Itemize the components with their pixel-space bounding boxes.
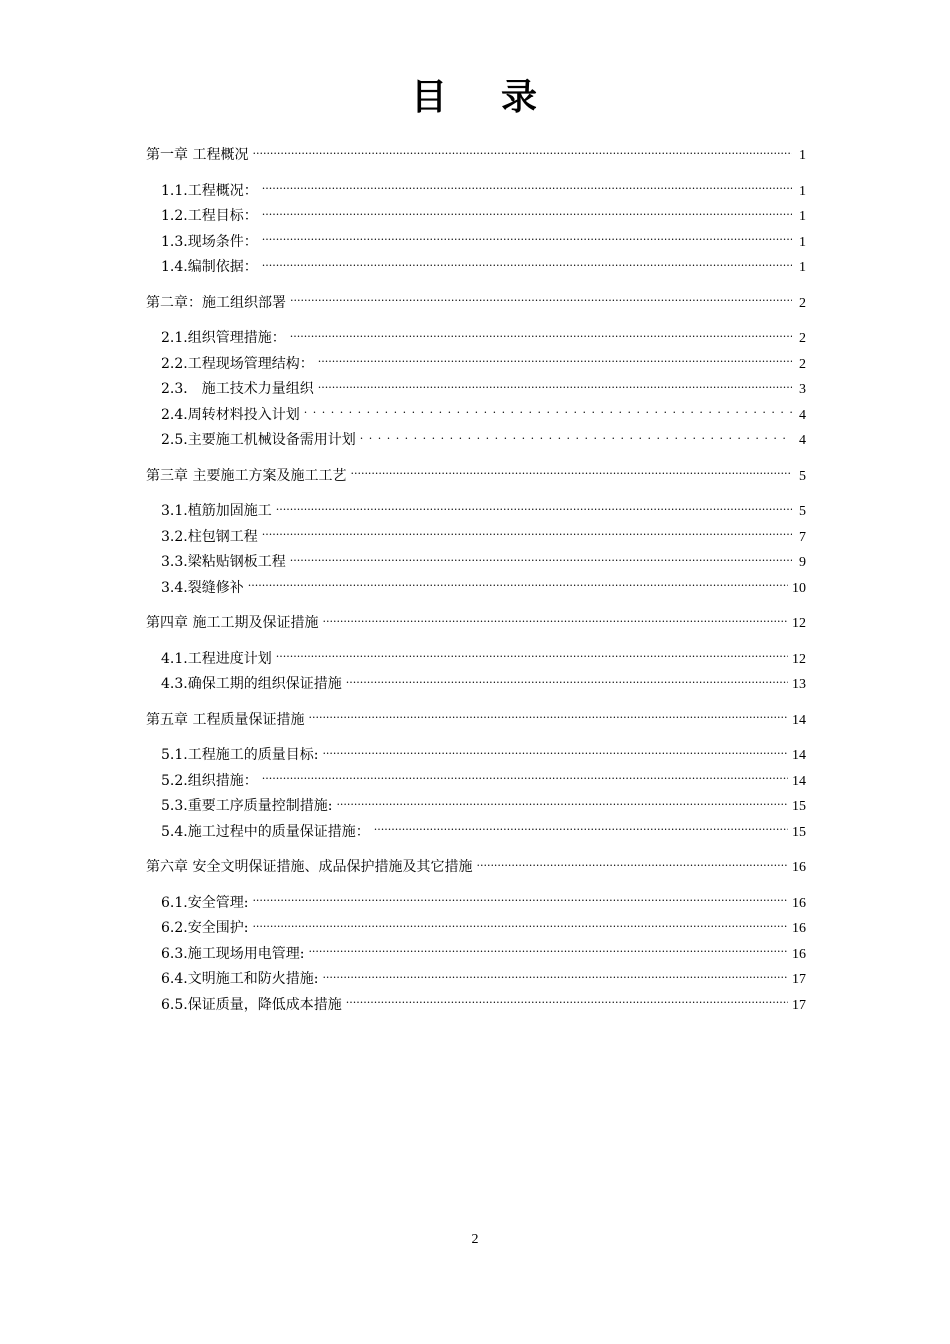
toc-dot-leader [252,893,788,907]
toc-section-entry[interactable] [146,794,806,820]
toc-entry-page-number: 2 [799,331,806,346]
toc-entry-page-number: 15 [792,824,806,840]
toc-section-entry[interactable] [146,820,806,846]
toc-entry-page-number: 5 [799,468,806,484]
toc-entry-page-number: 2 [799,356,806,372]
toc-section-entry[interactable] [146,403,806,429]
toc-entry-label: 第五章 工程质量保证措施 [146,711,305,728]
toc-dot-leader [262,771,788,785]
toc-entry-label: 6.5.保证质量，降低成本措施 [161,996,342,1013]
toc-entry-page-number: 14 [792,748,806,763]
toc-entry-page-number: 1 [799,148,806,163]
toc-dot-leader [308,944,788,958]
toc-entry-page-number: 2 [799,295,806,311]
toc-section-entry[interactable] [146,891,806,917]
toc-section-entry[interactable] [146,550,806,576]
toc-dot-leader [476,857,788,871]
toc-dot-leader [318,354,792,368]
toc-entry-page-number: 16 [792,860,806,875]
toc-entry-label: 2.2.工程现场管理结构： [161,355,314,372]
toc-entry-label: 5.1.工程施工的质量目标: [161,747,319,763]
toc-section-entry[interactable] [146,672,806,698]
toc-section-entry[interactable] [146,326,806,352]
toc-entry-page-number: 16 [792,895,806,911]
toc-dot-leader [336,796,788,810]
toc-section-entry[interactable] [146,576,806,602]
toc-entry-label: 第四章 施工工期及保证措施 [146,615,319,631]
toc-entry-page-number: 4 [799,407,806,423]
toc-entry-page-number: 10 [792,580,806,596]
toc-entry-label: 5.3.重要工序质量控制措施: [161,798,333,814]
toc-section-entry[interactable] [146,352,806,378]
toc-entry-label: 1.3.现场条件： [161,233,258,250]
toc-dot-leader [318,379,792,393]
toc-entry-page-number: 5 [799,504,806,519]
toc-entry-label: 4.1.工程进度计划 [161,650,272,667]
toc-chapter-entry[interactable] [146,291,806,317]
toc-dot-leader [360,430,792,444]
toc-entry-page-number: 4 [799,433,806,448]
toc-dot-leader [252,918,788,932]
toc-section-entry[interactable] [146,993,806,1019]
toc-dot-leader [322,613,788,627]
toc-entry-label: 1.2.工程目标： [161,208,258,224]
toc-chapter-entry[interactable] [146,611,806,637]
toc-entry-page-number: 14 [792,773,806,789]
toc-entry-page-number: 16 [792,921,806,936]
toc-entry-label: 第三章 主要施工方案及施工工艺 [146,467,347,484]
toc-entry-page-number: 1 [799,260,806,275]
toc-dot-leader [262,527,792,541]
toc-entry-label: 3.3.梁粘贴钢板工程 [161,554,286,570]
toc-dot-leader [262,181,792,195]
toc-entry-label: 5.2.组织措施： [161,772,258,789]
toc-entry-label: 2.3． 施工技术力量组织 [161,381,314,397]
toc-entry-page-number: 1 [799,183,806,199]
toc-entry-label: 2.5.主要施工机械设备需用计划 [161,432,356,448]
toc-entry-label: 3.1.植筋加固施工 [161,503,272,519]
toc-entry-label: 6.1.安全管理: [161,894,249,911]
toc-entry-label: 第一章 工程概况 [146,147,249,163]
toc-dot-leader [248,578,788,592]
toc-dot-leader [350,466,792,480]
toc-entry-page-number: 17 [792,972,806,987]
toc-entry-label: 1.1.工程概况： [161,182,258,199]
toc-chapter-entry[interactable] [146,855,806,881]
toc-section-entry[interactable] [146,428,806,454]
toc-section-entry[interactable] [146,916,806,942]
toc-entry-page-number: 12 [792,651,806,667]
toc-dot-leader [346,674,788,688]
toc-section-entry[interactable] [146,967,806,993]
toc-entry-page-number: 3 [799,382,806,397]
toc-entry-label: 2.4.周转材料投入计划 [161,406,300,423]
toc-dot-leader [346,995,788,1009]
table-of-contents [146,143,806,1018]
toc-section-entry[interactable] [146,942,806,968]
toc-entry-page-number: 15 [792,799,806,814]
toc-entry-label: 2.1.组织管理措施： [161,330,286,346]
toc-entry-label: 第六章 安全文明保证措施、成品保护措施及其它措施 [146,859,473,875]
toc-entry-label: 6.4.文明施工和防火措施: [161,971,319,987]
toc-section-entry[interactable] [146,499,806,525]
toc-dot-leader [262,232,792,246]
toc-dot-leader [308,710,788,724]
toc-dot-leader [322,745,788,759]
toc-dot-leader [276,501,792,515]
toc-dot-leader [290,328,792,342]
toc-section-entry[interactable] [146,230,806,256]
toc-entry-label: 4.3.确保工期的组织保证措施 [161,676,342,692]
toc-entry-label: 6.3.施工现场用电管理: [161,945,305,962]
page-title [0,74,950,122]
page-title-char-1: 目 [410,77,449,118]
toc-entry-label: 第二章：施工组织部署 [146,294,286,311]
toc-section-entry[interactable] [146,769,806,795]
toc-entry-page-number: 14 [792,712,806,728]
toc-entry-page-number: 9 [799,555,806,570]
toc-entry-page-number: 1 [799,234,806,250]
toc-chapter-entry[interactable] [146,464,806,490]
toc-dot-leader [276,649,788,663]
toc-dot-leader [304,405,792,419]
toc-section-entry[interactable] [146,179,806,205]
toc-entry-label: 6.2.安全围护: [161,920,249,936]
toc-entry-label: 3.4.裂缝修补 [161,579,244,596]
toc-dot-leader [290,552,792,566]
toc-entry-page-number: 17 [792,997,806,1013]
toc-entry-label: 5.4.施工过程中的质量保证措施： [161,823,370,840]
toc-section-entry[interactable] [146,647,806,673]
toc-section-entry[interactable] [146,743,806,769]
page-title-char-2: 录 [501,77,540,118]
toc-chapter-entry[interactable] [146,143,806,169]
toc-entry-label: 3.2.柱包钢工程 [161,528,258,545]
toc-section-entry[interactable] [146,525,806,551]
toc-dot-leader [322,969,788,983]
toc-entry-page-number: 1 [799,209,806,224]
toc-entry-page-number: 16 [792,946,806,962]
footer-page-number: 2 [471,1232,479,1247]
toc-chapter-entry[interactable] [146,708,806,734]
toc-entry-label: 1.4.编制依据： [161,259,258,275]
toc-section-entry[interactable] [146,255,806,281]
toc-dot-leader [374,822,788,836]
toc-dot-leader [252,145,792,159]
toc-entry-page-number: 13 [792,677,806,692]
toc-entry-page-number: 12 [792,616,806,631]
toc-section-entry[interactable] [146,204,806,230]
toc-dot-leader [262,206,792,220]
toc-entry-page-number: 7 [799,529,806,545]
toc-dot-leader [262,257,792,271]
toc-section-entry[interactable] [146,377,806,403]
toc-dot-leader [290,293,792,307]
